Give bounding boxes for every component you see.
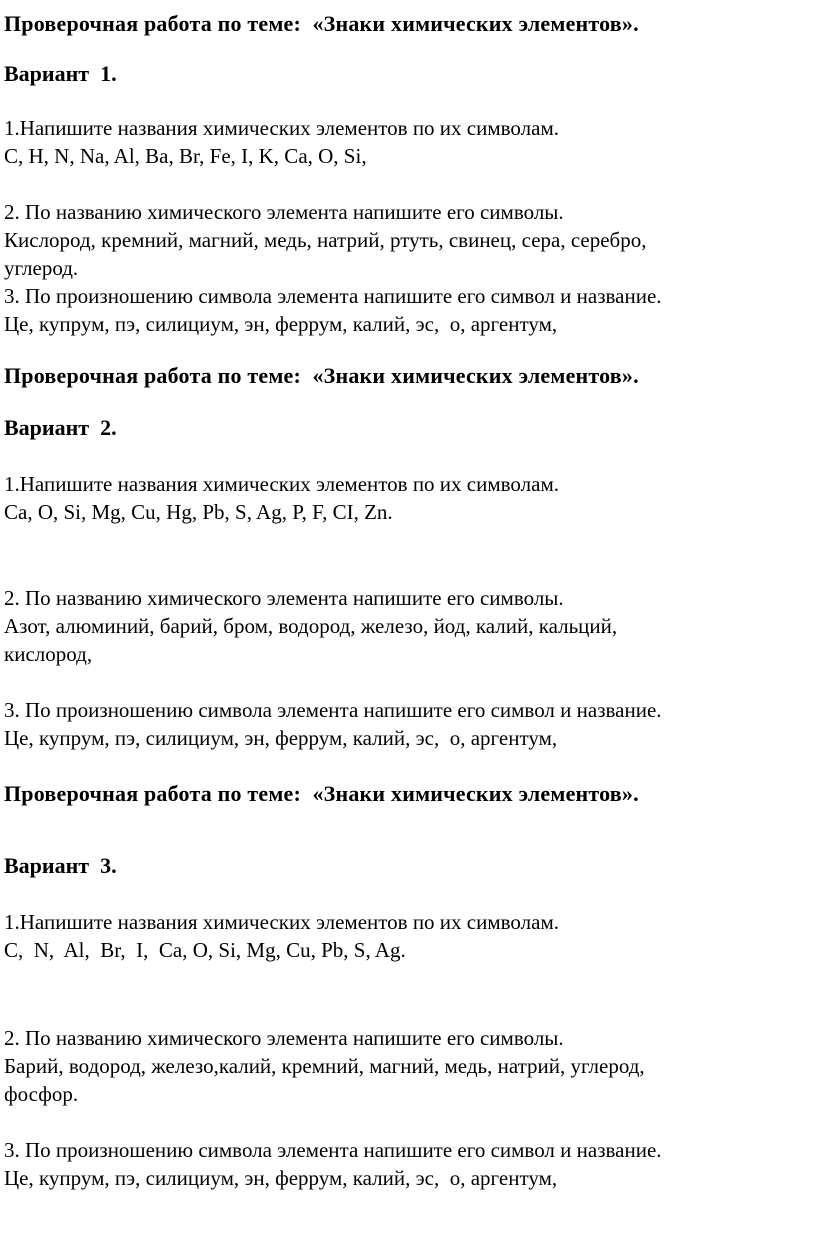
question-1-symbols-line: C, N, Al, Br, I, Ca, O, Si, Mg, Cu, Pb, S, Ag. xyxy=(4,938,406,962)
variant-section-3 xyxy=(4,780,812,1192)
question-3-prompt: 3. По произношению символа элемента напишите его символ и название. xyxy=(4,698,662,722)
question-3-prompt: 3. По произношению символа элемента напишите его символ и название. xyxy=(4,284,662,308)
question-1-symbols-line: C, H, N, Na, Al, Ba, Br, Fe, I, K, Ca, O, Si, xyxy=(4,144,367,168)
spacer xyxy=(4,170,812,198)
question-1-prompt: 1.Напишите названия химических элементов по их символам. xyxy=(4,910,559,934)
worksheet-title: Проверочная работа по теме: «Знаки химических элементов». xyxy=(4,11,639,36)
spacer xyxy=(4,442,812,470)
spacer xyxy=(4,390,812,414)
variant-heading: Вариант 1. xyxy=(4,61,117,86)
spacer xyxy=(4,752,812,780)
spacer xyxy=(4,38,812,60)
question-2-names-line: Азот, алюминий, барий, бром, водород, железо, йод, калий, кальций, xyxy=(4,614,618,638)
question-1-prompt: 1.Напишите названия химических элементов по их символам. xyxy=(4,116,559,140)
question-2-names-line: Кислород, кремний, магний, медь, натрий, ртуть, свинец, сера, серебро, xyxy=(4,228,647,252)
question-3-pronunciations-line: Це, купрум, пэ, силициум, эн, феррум, калий, эс, о, аргентум, xyxy=(4,312,558,336)
question-3-pronunciations-line: Це, купрум, пэ, силициум, эн, феррум, калий, эс, о, аргентум, xyxy=(4,726,558,750)
question-2-names-line: углерод. xyxy=(4,256,79,280)
spacer xyxy=(4,964,812,1024)
variant-section-1 xyxy=(4,10,812,362)
question-2-prompt: 2. По названию химического элемента напишите его символы. xyxy=(4,1026,564,1050)
spacer xyxy=(4,668,812,696)
spacer xyxy=(4,526,812,584)
question-2-names-line: Барий, водород, железо,калий, кремний, магний, медь, натрий, углерод, xyxy=(4,1054,645,1078)
variant-heading: Вариант 3. xyxy=(4,853,117,878)
worksheet-title: Проверочная работа по теме: «Знаки химических элементов». xyxy=(4,363,639,388)
question-2-prompt: 2. По названию химического элемента напишите его символы. xyxy=(4,586,564,610)
spacer xyxy=(4,1108,812,1136)
question-1-prompt: 1.Напишите названия химических элементов по их символам. xyxy=(4,472,559,496)
question-1-symbols-line: Ca, O, Si, Mg, Cu, Hg, Pb, S, Ag, P, F, CI, Zn. xyxy=(4,500,393,524)
spacer xyxy=(4,338,812,362)
question-2-prompt: 2. По названию химического элемента напишите его символы. xyxy=(4,200,564,224)
spacer xyxy=(4,88,812,114)
question-3-prompt: 3. По произношению символа элемента напишите его символ и название. xyxy=(4,1138,662,1162)
question-3-pronunciations-line: Це, купрум, пэ, силициум, эн, феррум, калий, эс, о, аргентум, xyxy=(4,1166,558,1190)
question-2-names-line: кислород, xyxy=(4,642,93,666)
question-2-names-line: фосфор. xyxy=(4,1082,79,1106)
spacer xyxy=(4,808,812,852)
variant-heading: Вариант 2. xyxy=(4,415,117,440)
worksheet-title: Проверочная работа по теме: «Знаки химических элементов». xyxy=(4,781,639,806)
spacer xyxy=(4,880,812,908)
variant-section-2 xyxy=(4,362,812,780)
